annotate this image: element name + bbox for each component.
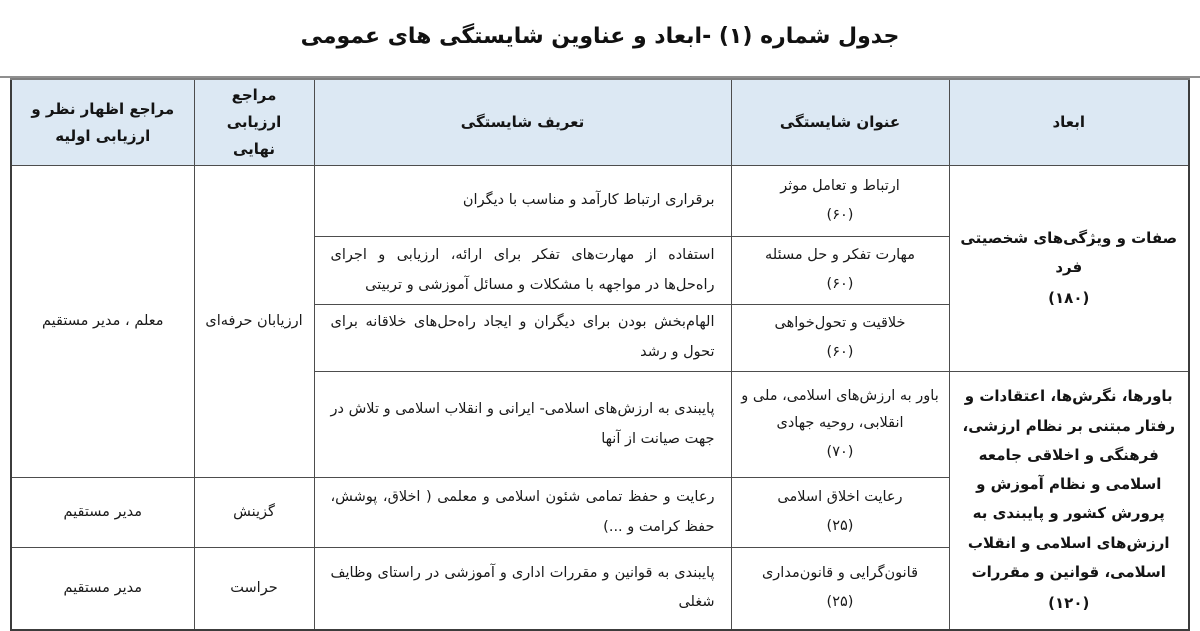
competency-title: خلاقیت و تحول‌خواهی	[774, 314, 906, 331]
competency-title: قانون‌گرایی و قانون‌مداری	[761, 565, 919, 582]
competency-title-cell	[731, 478, 949, 548]
competency-weight: (۶۰)	[826, 343, 854, 360]
competency-definition-cell: استفاده از مهارت‌های تفکر برای ارائه، ارزیابی و اجرای راه‌حل‌ها در مواجهه با مشکلات و مسائل آموزشی و تربیتی	[314, 237, 731, 305]
final-ref-cell-selection: گزینش	[194, 478, 314, 548]
table-title: جدول شماره (۱) -ابعاد و عناوین شایستگی های عمومی	[300, 24, 900, 49]
initial-ref-cell-direct-manager: مدیر مستقیم	[11, 478, 194, 548]
competency-title-cell	[731, 237, 949, 305]
dimension-cell-beliefs	[949, 372, 1189, 630]
divider-line	[0, 76, 1200, 78]
competency-title-cell	[731, 166, 949, 237]
final-ref-cell-professional-assessors: ارزیابان حرفه‌ای	[194, 166, 314, 478]
header-initial-evaluation-refs: مراجع اظهار نظر و ارزیابی اولیه	[11, 79, 194, 166]
header-dimensions: ابعاد	[949, 79, 1189, 166]
competency-title: مهارت تفکر و حل مسئله	[765, 247, 915, 264]
competency-title: رعایت اخلاق اسلامی	[777, 489, 903, 506]
competency-definition-cell: رعایت و حفظ تمامی شئون اسلامی و معلمی ( اخلاق، پوشش، حفظ کرامت و ...)	[314, 478, 731, 548]
dimension-weight: (۱۸۰)	[1048, 289, 1090, 308]
final-ref-cell-security: حراست	[194, 548, 314, 630]
competency-title: باور به ارزش‌های اسلامی، ملی و انقلابی، روحیه جهادی	[741, 387, 939, 432]
header-row	[11, 79, 1189, 166]
header-competency-title: عنوان شایستگی	[731, 79, 949, 166]
competencies-table	[10, 78, 1190, 631]
competency-weight: (۶۰)	[826, 276, 854, 292]
competency-definition-cell: برقراری ارتباط کارآمد و مناسب با دیگران	[314, 166, 731, 237]
competency-weight: (۶۰)	[826, 206, 854, 223]
initial-ref-cell-direct-manager: مدیر مستقیم	[11, 548, 194, 630]
dimension-text: باورها، نگرش‌ها، اعتقادات و رفتار مبتنی بر نظام ارزشی، فرهنگی و اخلاقی جامعه اسلامی و نظام آموزش و پرورش کشور و پایبندی به ارزش‌های اسلامی و انقلاب اسلامی، قوانین و مقررات	[962, 387, 1175, 581]
competency-definition-cell: پایبندی به ارزش‌های اسلامی- ایرانی و انقلاب اسلامی و تلاش در جهت صیانت از آنها	[314, 372, 731, 478]
competency-definition-cell: الهام‌بخش بودن برای دیگران و ایجاد راه‌حل‌های خلاقانه برای تحول و رشد	[314, 305, 731, 372]
competency-title: ارتباط و تعامل موثر	[780, 177, 900, 194]
initial-ref-cell-teacher-direct-manager: معلم ، مدیر مستقیم	[11, 166, 194, 478]
competency-weight: (۲۵)	[826, 518, 854, 534]
competency-title-cell	[731, 372, 949, 478]
competency-definition-cell: پایبندی به قوانین و مقررات اداری و آموزشی در راستای وظایف شغلی	[314, 548, 731, 630]
competency-weight: (۲۵)	[826, 593, 854, 610]
header-final-evaluation-refs: مراجع ارزیابی نهایی	[194, 79, 314, 166]
dimension-cell-personality	[949, 166, 1189, 372]
competency-title-cell	[731, 548, 949, 630]
dimension-weight: (۱۲۰)	[1048, 594, 1090, 612]
competency-weight: (۷۰)	[826, 443, 854, 460]
table-row	[11, 166, 1189, 237]
dimension-text: صفات و ویژگی‌های شخصیتی فرد	[960, 228, 1178, 276]
header-competency-definition: تعریف شایستگی	[314, 79, 731, 166]
competency-title-cell	[731, 305, 949, 372]
